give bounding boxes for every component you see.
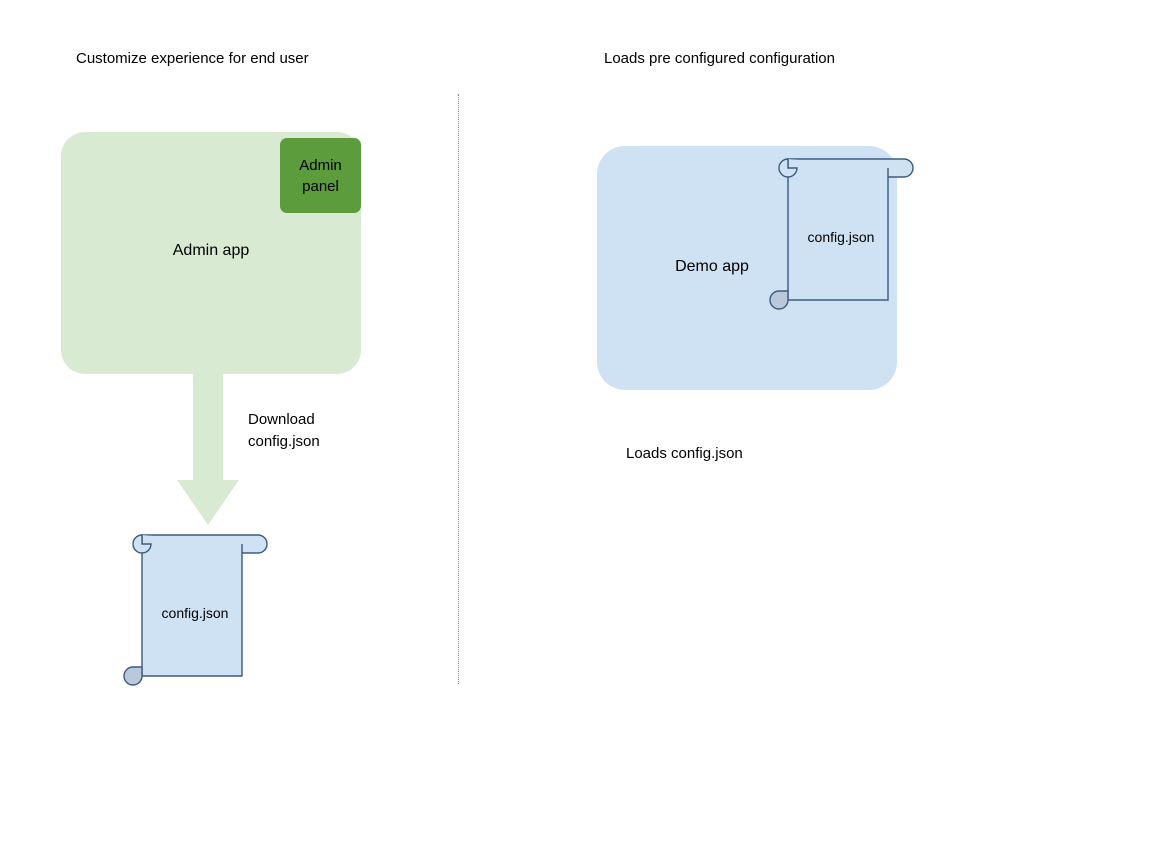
admin-panel-label-line2: panel	[302, 177, 339, 195]
download-arrow-icon	[176, 370, 248, 530]
config-document-right-label: config.json	[807, 229, 875, 245]
admin-app-label: Admin app	[172, 242, 250, 259]
download-arrow-label-line1: Download	[248, 411, 315, 428]
section-divider	[458, 94, 459, 684]
config-document-left-label: config.json	[161, 605, 229, 621]
download-arrow-label	[248, 409, 320, 453]
admin-panel-label	[299, 155, 342, 197]
download-arrow	[176, 370, 248, 530]
loads-config-caption: Loads config.json	[626, 445, 743, 462]
left-section-heading: Customize experience for end user	[76, 50, 309, 67]
download-arrow-label-line2: config.json	[248, 433, 320, 450]
right-section-heading: Loads pre configured configuration	[604, 50, 835, 67]
demo-app-label: Demo app	[675, 258, 749, 275]
admin-panel-box	[280, 138, 361, 213]
admin-panel-label-line1: Admin	[299, 156, 342, 174]
